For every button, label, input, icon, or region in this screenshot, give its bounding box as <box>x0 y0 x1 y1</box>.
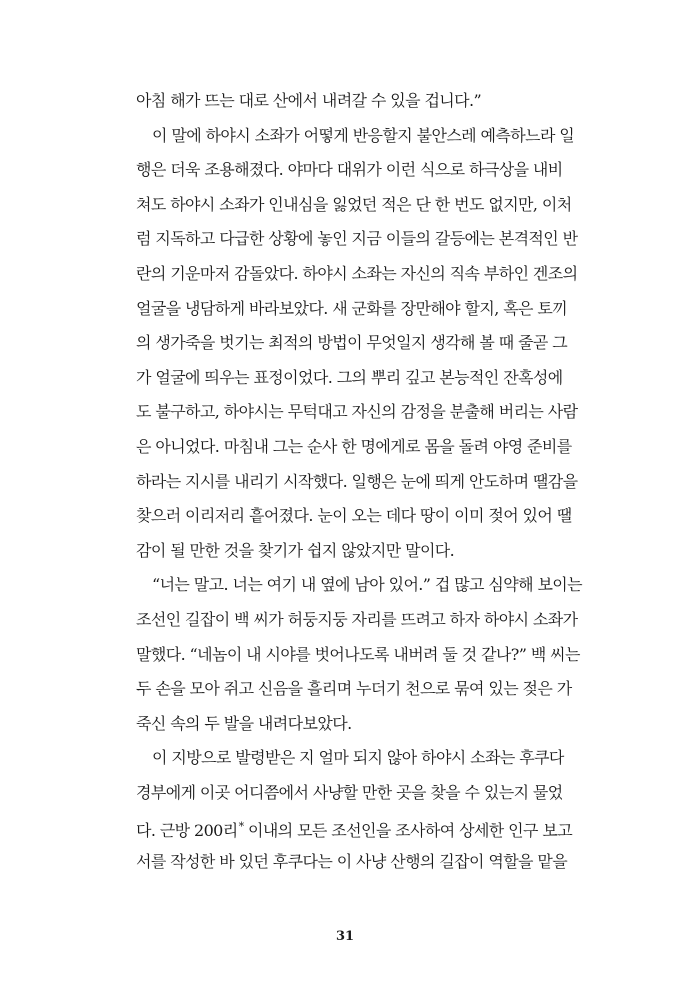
text-line <box>136 395 606 430</box>
text-line <box>136 430 606 465</box>
text-line <box>136 222 606 257</box>
body-text <box>136 84 606 880</box>
text-line <box>136 707 606 742</box>
line-text: 가 얼굴에 띄우는 표정이었다. 그의 뿌리 깊고 본능적인 잔혹성에 <box>136 367 563 387</box>
text-line <box>136 119 606 154</box>
text-line <box>136 84 606 119</box>
line-text: 얼굴을 냉담하게 바라보았다. 새 군화를 장만해야 할지, 혹은 토끼 <box>136 298 568 318</box>
text-line <box>136 776 606 811</box>
line-text: 은 아니었다. 마침내 그는 순사 한 명에게로 몸을 돌려 야영 준비를 <box>136 436 572 456</box>
line-text-continued: 이내의 모든 조선인을 조사하여 상세한 인구 보고 <box>243 821 573 841</box>
footnote-marker: * <box>238 820 244 834</box>
text-line <box>136 741 606 776</box>
line-text: 두 손을 모아 쥐고 신음을 흘리며 누더기 천으로 묶여 있는 젖은 가 <box>136 679 572 699</box>
text-line <box>136 603 606 638</box>
text-line <box>136 568 606 603</box>
text-line <box>136 153 606 188</box>
line-text: 감이 될 만한 것을 찾기가 쉽지 않았지만 말이다. <box>136 540 455 560</box>
line-text: 행은 더욱 조용해졌다. 야마다 대위가 이런 식으로 하극상을 내비 <box>136 160 563 180</box>
line-text: “너는 말고. 너는 여기 내 옆에 남아 있어.” 겁 많고 심약해 보이는 <box>152 575 583 595</box>
text-line <box>136 188 606 223</box>
text-line <box>136 845 606 880</box>
text-line <box>136 499 606 534</box>
line-text: 죽신 속의 두 발을 내려다보았다. <box>136 713 352 733</box>
line-text: 경부에게 이곳 어디쯤에서 사냥할 만한 곳을 찾을 수 있는지 물었 <box>136 782 563 802</box>
line-text: 이 말에 하야시 소좌가 어떻게 반응할지 불안스레 예측하느라 일 <box>152 125 575 145</box>
line-text: 쳐도 하야시 소좌가 인내심을 잃었던 적은 단 한 번도 없지만, 이처 <box>136 194 572 214</box>
text-line <box>136 257 606 292</box>
text-line <box>136 465 606 500</box>
line-text: 이 지방으로 발령받은 지 얼마 되지 않아 하야시 소좌는 후쿠다 <box>152 748 564 768</box>
page-number: 31 <box>335 929 355 944</box>
text-line <box>136 361 606 396</box>
line-text: 다. 근방 200리 <box>136 821 238 841</box>
text-line <box>136 638 606 673</box>
line-text: 하라는 지시를 내리기 시작했다. 일행은 눈에 띄게 안도하며 땔감을 <box>136 471 578 491</box>
text-line <box>136 810 606 845</box>
text-line <box>136 292 606 327</box>
line-text: 조선인 길잡이 백 씨가 허둥지둥 자리를 뜨려고 하자 하야시 소좌가 <box>136 609 578 629</box>
text-line <box>136 326 606 361</box>
line-text: 의 생가죽을 벗기는 최적의 방법이 무엇일지 생각해 볼 때 줄곧 그 <box>136 333 568 353</box>
text-line <box>136 534 606 569</box>
text-line <box>136 672 606 707</box>
line-text: 란의 기운마저 감돌았다. 하야시 소좌는 자신의 직속 부하인 겐조의 <box>136 263 578 283</box>
line-text: 서를 작성한 바 있던 후쿠다는 이 사냥 산행의 길잡이 역할을 맡을 <box>136 852 568 872</box>
line-text: 아침 해가 뜨는 대로 산에서 내려갈 수 있을 겁니다.” <box>136 91 482 110</box>
line-text: 도 불구하고, 하야시는 무턱대고 자신의 감정을 분출해 버리는 사람 <box>136 402 578 422</box>
line-text: 찾으러 이리저리 흩어졌다. 눈이 오는 데다 땅이 이미 젖어 있어 땔 <box>136 506 572 526</box>
line-text: 럼 지독하고 다급한 상황에 놓인 지금 이들의 갈등에는 본격적인 반 <box>136 229 578 249</box>
line-text: 말했다. “네놈이 내 시야를 벗어나도록 내버려 둘 것 같나?” 백 씨는 <box>136 644 580 664</box>
